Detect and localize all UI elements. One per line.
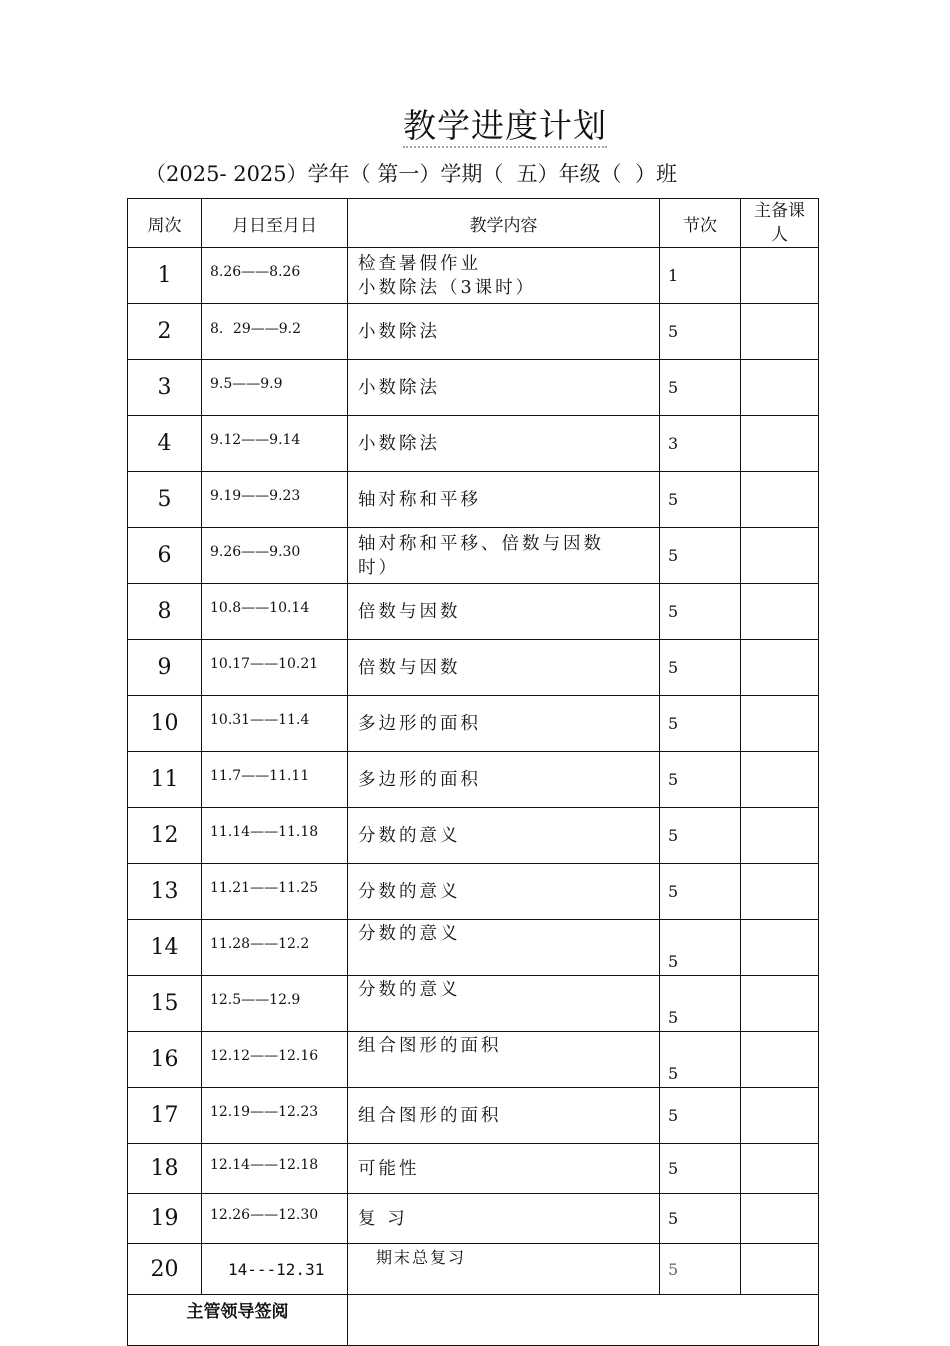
dates-cell: 9.12——9.14: [202, 416, 348, 472]
hours-cell: 5: [660, 696, 741, 752]
hours-cell: 3: [660, 416, 741, 472]
lead-teacher-cell: [741, 1088, 819, 1144]
hours-cell: 5: [660, 360, 741, 416]
content-line-1: 多边形的面积: [358, 769, 481, 790]
schedule-table-body: [128, 199, 819, 1346]
content-line-1: 检查暑假作业: [358, 253, 481, 274]
content-cell: [348, 1088, 660, 1144]
hours-cell: 5: [660, 1194, 741, 1244]
lead-teacher-cell: [741, 360, 819, 416]
table-row: [128, 248, 819, 304]
dates-cell: 12.26——12.30: [202, 1194, 348, 1244]
lead-teacher-cell: [741, 920, 819, 976]
dates-cell: 9.19——9.23: [202, 472, 348, 528]
lead-teacher-cell: [741, 1194, 819, 1244]
header-dates: 月日至月日: [202, 199, 348, 248]
dates-cell: 12.5——12.9: [202, 976, 348, 1032]
week-cell: 14: [128, 920, 202, 976]
content-cell: [348, 864, 660, 920]
content-cell: [348, 416, 660, 472]
table-row: [128, 920, 819, 976]
week-cell: 10: [128, 696, 202, 752]
header-week: 周次: [128, 199, 202, 248]
dates-cell: 11.21——11.25: [202, 864, 348, 920]
hours-cell: 5: [660, 304, 741, 360]
week-cell: 1: [128, 248, 202, 304]
dates-cell: 11.14——11.18: [202, 808, 348, 864]
lead-teacher-cell: [741, 752, 819, 808]
header-lead-line1: 主备课: [754, 201, 805, 221]
content-line-1: 倍数与因数: [358, 657, 461, 678]
table-row: [128, 640, 819, 696]
content-line-1: 倍数与因数: [358, 601, 461, 622]
content-cell: [348, 1144, 660, 1194]
hours-cell: 5: [660, 808, 741, 864]
week-cell: 4: [128, 416, 202, 472]
content-line-1: 轴对称和平移: [358, 489, 481, 510]
content-cell: [348, 920, 660, 976]
hours-cell: 5: [660, 1088, 741, 1144]
lead-teacher-cell: [741, 1244, 819, 1295]
content-cell: [348, 640, 660, 696]
week-cell: 20: [128, 1244, 202, 1295]
hours-cell: 5: [660, 640, 741, 696]
content-line-1: 分数的意义: [358, 980, 461, 1000]
content-line-1: 小数除法: [358, 321, 440, 342]
hours-cell: 5: [660, 920, 741, 976]
table-row: [128, 864, 819, 920]
hours-cell: 5: [660, 584, 741, 640]
week-cell: 12: [128, 808, 202, 864]
table-row: [128, 1088, 819, 1144]
content-cell: [348, 472, 660, 528]
signoff-row: [128, 1295, 819, 1346]
dates-cell: 10.8——10.14: [202, 584, 348, 640]
week-cell: 11: [128, 752, 202, 808]
week-cell: 17: [128, 1088, 202, 1144]
lead-teacher-cell: [741, 864, 819, 920]
table-row: [128, 360, 819, 416]
content-line-2: 小数除法（3课时）: [358, 277, 537, 298]
header-row: [128, 199, 819, 248]
table-row: [128, 1032, 819, 1088]
lead-teacher-cell: [741, 248, 819, 304]
header-lead-teacher: [741, 199, 819, 248]
dates-cell: 12.14——12.18: [202, 1144, 348, 1194]
table-row: [128, 1194, 819, 1244]
table-row: [128, 752, 819, 808]
table-row: [128, 528, 819, 584]
hours-cell: 5: [660, 1144, 741, 1194]
hours-cell: 5: [660, 528, 741, 584]
content-cell: [348, 976, 660, 1032]
table-row: [128, 1144, 819, 1194]
table-row: [128, 696, 819, 752]
content-line-1: 分数的意义: [358, 881, 461, 902]
table-row: [128, 584, 819, 640]
lead-teacher-cell: [741, 416, 819, 472]
content-cell: [348, 1244, 660, 1295]
header-content: 教学内容: [348, 199, 660, 248]
week-cell: 3: [128, 360, 202, 416]
week-cell: 19: [128, 1194, 202, 1244]
week-cell: 13: [128, 864, 202, 920]
dates-cell: 10.31——11.4: [202, 696, 348, 752]
week-cell: 5: [128, 472, 202, 528]
content-cell: [348, 1194, 660, 1244]
hours-cell: 5: [660, 1244, 741, 1295]
content-line-1: 多边形的面积: [358, 713, 481, 734]
hours-cell: 5: [660, 472, 741, 528]
dates-cell: 10.17——10.21: [202, 640, 348, 696]
signoff-label: 主管领导签阅: [128, 1295, 348, 1346]
lead-teacher-cell: [741, 584, 819, 640]
document-subtitle: （2025- 2025）学年（ 第一）学期（ 五）年级（ ）班: [145, 162, 678, 186]
table-row: [128, 976, 819, 1032]
content-cell: [348, 696, 660, 752]
content-line-1: 期末总复习: [376, 1248, 467, 1267]
content-cell: [348, 808, 660, 864]
content-line-1: 小数除法: [358, 377, 440, 398]
content-cell: [348, 248, 660, 304]
content-cell: [348, 304, 660, 360]
lead-teacher-cell: [741, 976, 819, 1032]
week-cell: 2: [128, 304, 202, 360]
week-cell: 6: [128, 528, 202, 584]
hours-cell: 1: [660, 248, 741, 304]
dates-cell: 12.19——12.23: [202, 1088, 348, 1144]
signoff-field[interactable]: [348, 1295, 819, 1346]
lead-teacher-cell: [741, 640, 819, 696]
dates-cell: 9.5——9.9: [202, 360, 348, 416]
dates-cell: 9.26——9.30: [202, 528, 348, 584]
lead-teacher-cell: [741, 808, 819, 864]
hours-cell: 5: [660, 976, 741, 1032]
content-line-1: 可能性: [358, 1158, 420, 1179]
week-cell: 8: [128, 584, 202, 640]
content-line-1: 分数的意义: [358, 825, 461, 846]
hours-cell: 5: [660, 864, 741, 920]
content-line-1: 小数除法: [358, 433, 440, 454]
content-cell: [348, 528, 660, 584]
week-cell: 15: [128, 976, 202, 1032]
content-cell: [348, 1032, 660, 1088]
document-title: [0, 100, 950, 147]
content-cell: [348, 752, 660, 808]
content-line-1: 组合图形的面积: [358, 1105, 502, 1126]
table-row: [128, 416, 819, 472]
content-line-2: 时）: [358, 557, 399, 578]
content-line-1: 复 习: [358, 1208, 408, 1229]
hours-cell: 5: [660, 1032, 741, 1088]
content-line-1: 组合图形的面积: [358, 1036, 502, 1056]
dates-cell: 12.12——12.16: [202, 1032, 348, 1088]
header-hours: 节次: [660, 199, 741, 248]
lead-teacher-cell: [741, 528, 819, 584]
week-cell: 16: [128, 1032, 202, 1088]
table-row: [128, 304, 819, 360]
table-row: [128, 1244, 819, 1295]
hours-cell: 5: [660, 752, 741, 808]
lead-teacher-cell: [741, 304, 819, 360]
table-row: [128, 808, 819, 864]
header-lead-line2: 人: [771, 225, 788, 245]
document-title-text: 教学进度计划: [403, 106, 607, 148]
content-line-1: 分数的意义: [358, 924, 461, 944]
schedule-table: [127, 198, 819, 1346]
dates-cell: 14---12.31: [202, 1244, 348, 1295]
lead-teacher-cell: [741, 696, 819, 752]
content-cell: [348, 360, 660, 416]
week-cell: 18: [128, 1144, 202, 1194]
content-cell: [348, 584, 660, 640]
dates-cell: 8.26——8.26: [202, 248, 348, 304]
dates-cell: 11.7——11.11: [202, 752, 348, 808]
week-cell: 9: [128, 640, 202, 696]
dates-cell: 11.28——12.2: [202, 920, 348, 976]
table-row: [128, 472, 819, 528]
lead-teacher-cell: [741, 472, 819, 528]
lead-teacher-cell: [741, 1144, 819, 1194]
lead-teacher-cell: [741, 1032, 819, 1088]
content-line-1: 轴对称和平移、倍数与因数: [358, 533, 604, 554]
dates-cell: 8．29——9.2: [202, 304, 348, 360]
